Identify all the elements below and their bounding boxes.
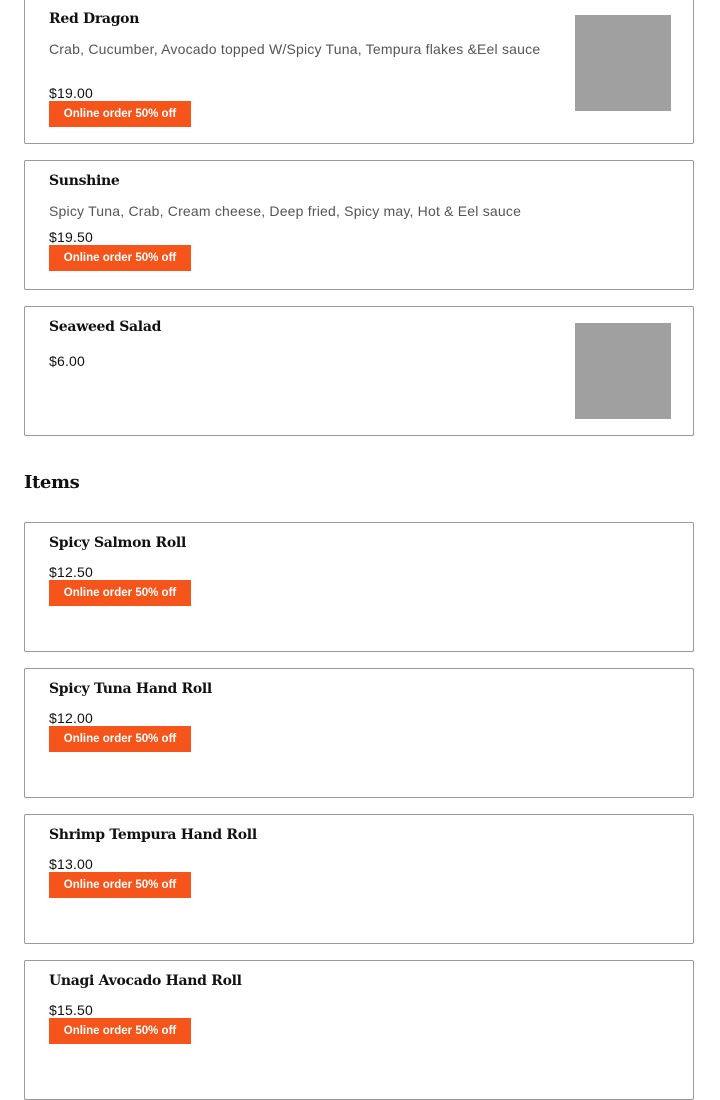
item-price: $12.50 bbox=[49, 564, 94, 580]
discount-badge: Online order 50% off bbox=[49, 580, 191, 606]
item-name: Red Dragon bbox=[49, 11, 140, 27]
discount-badge: Online order 50% off bbox=[49, 872, 191, 898]
item-price: $13.00 bbox=[49, 856, 94, 872]
item-description: Spicy Tuna, Crab, Cream cheese, Deep fried, Spicy may, Hot & Eel sauce bbox=[49, 203, 522, 219]
item-price: $6.00 bbox=[49, 353, 86, 369]
item-name: Shrimp Tempura Hand Roll bbox=[49, 827, 257, 843]
menu-item-card[interactable] bbox=[24, 160, 694, 290]
item-description: Crab, Cucumber, Avocado topped W/Spicy Tuna, Tempura flakes &Eel sauce bbox=[49, 41, 541, 57]
discount-badge: Online order 50% off bbox=[49, 726, 191, 752]
item-price: $19.00 bbox=[49, 85, 94, 101]
item-name: Sunshine bbox=[49, 173, 120, 189]
item-name: Unagi Avocado Hand Roll bbox=[49, 973, 242, 989]
menu-item-card[interactable] bbox=[24, 0, 694, 144]
discount-badge: Online order 50% off bbox=[49, 1018, 191, 1044]
menu-item-card[interactable] bbox=[24, 960, 694, 1100]
item-price: $15.50 bbox=[49, 1002, 94, 1018]
menu-item-card[interactable] bbox=[24, 306, 694, 436]
item-price: $19.50 bbox=[49, 229, 94, 245]
item-price: $12.00 bbox=[49, 710, 94, 726]
discount-badge: Online order 50% off bbox=[49, 101, 191, 127]
item-name: Spicy Salmon Roll bbox=[49, 535, 186, 551]
item-image bbox=[575, 323, 671, 419]
discount-badge: Online order 50% off bbox=[49, 245, 191, 271]
item-name: Seaweed Salad bbox=[49, 319, 162, 335]
item-image bbox=[575, 15, 671, 111]
item-name: Spicy Tuna Hand Roll bbox=[49, 681, 212, 697]
menu-item-card[interactable] bbox=[24, 668, 694, 798]
menu-item-card[interactable] bbox=[24, 814, 694, 944]
section-title: Items bbox=[24, 472, 80, 493]
menu-item-card[interactable] bbox=[24, 522, 694, 652]
